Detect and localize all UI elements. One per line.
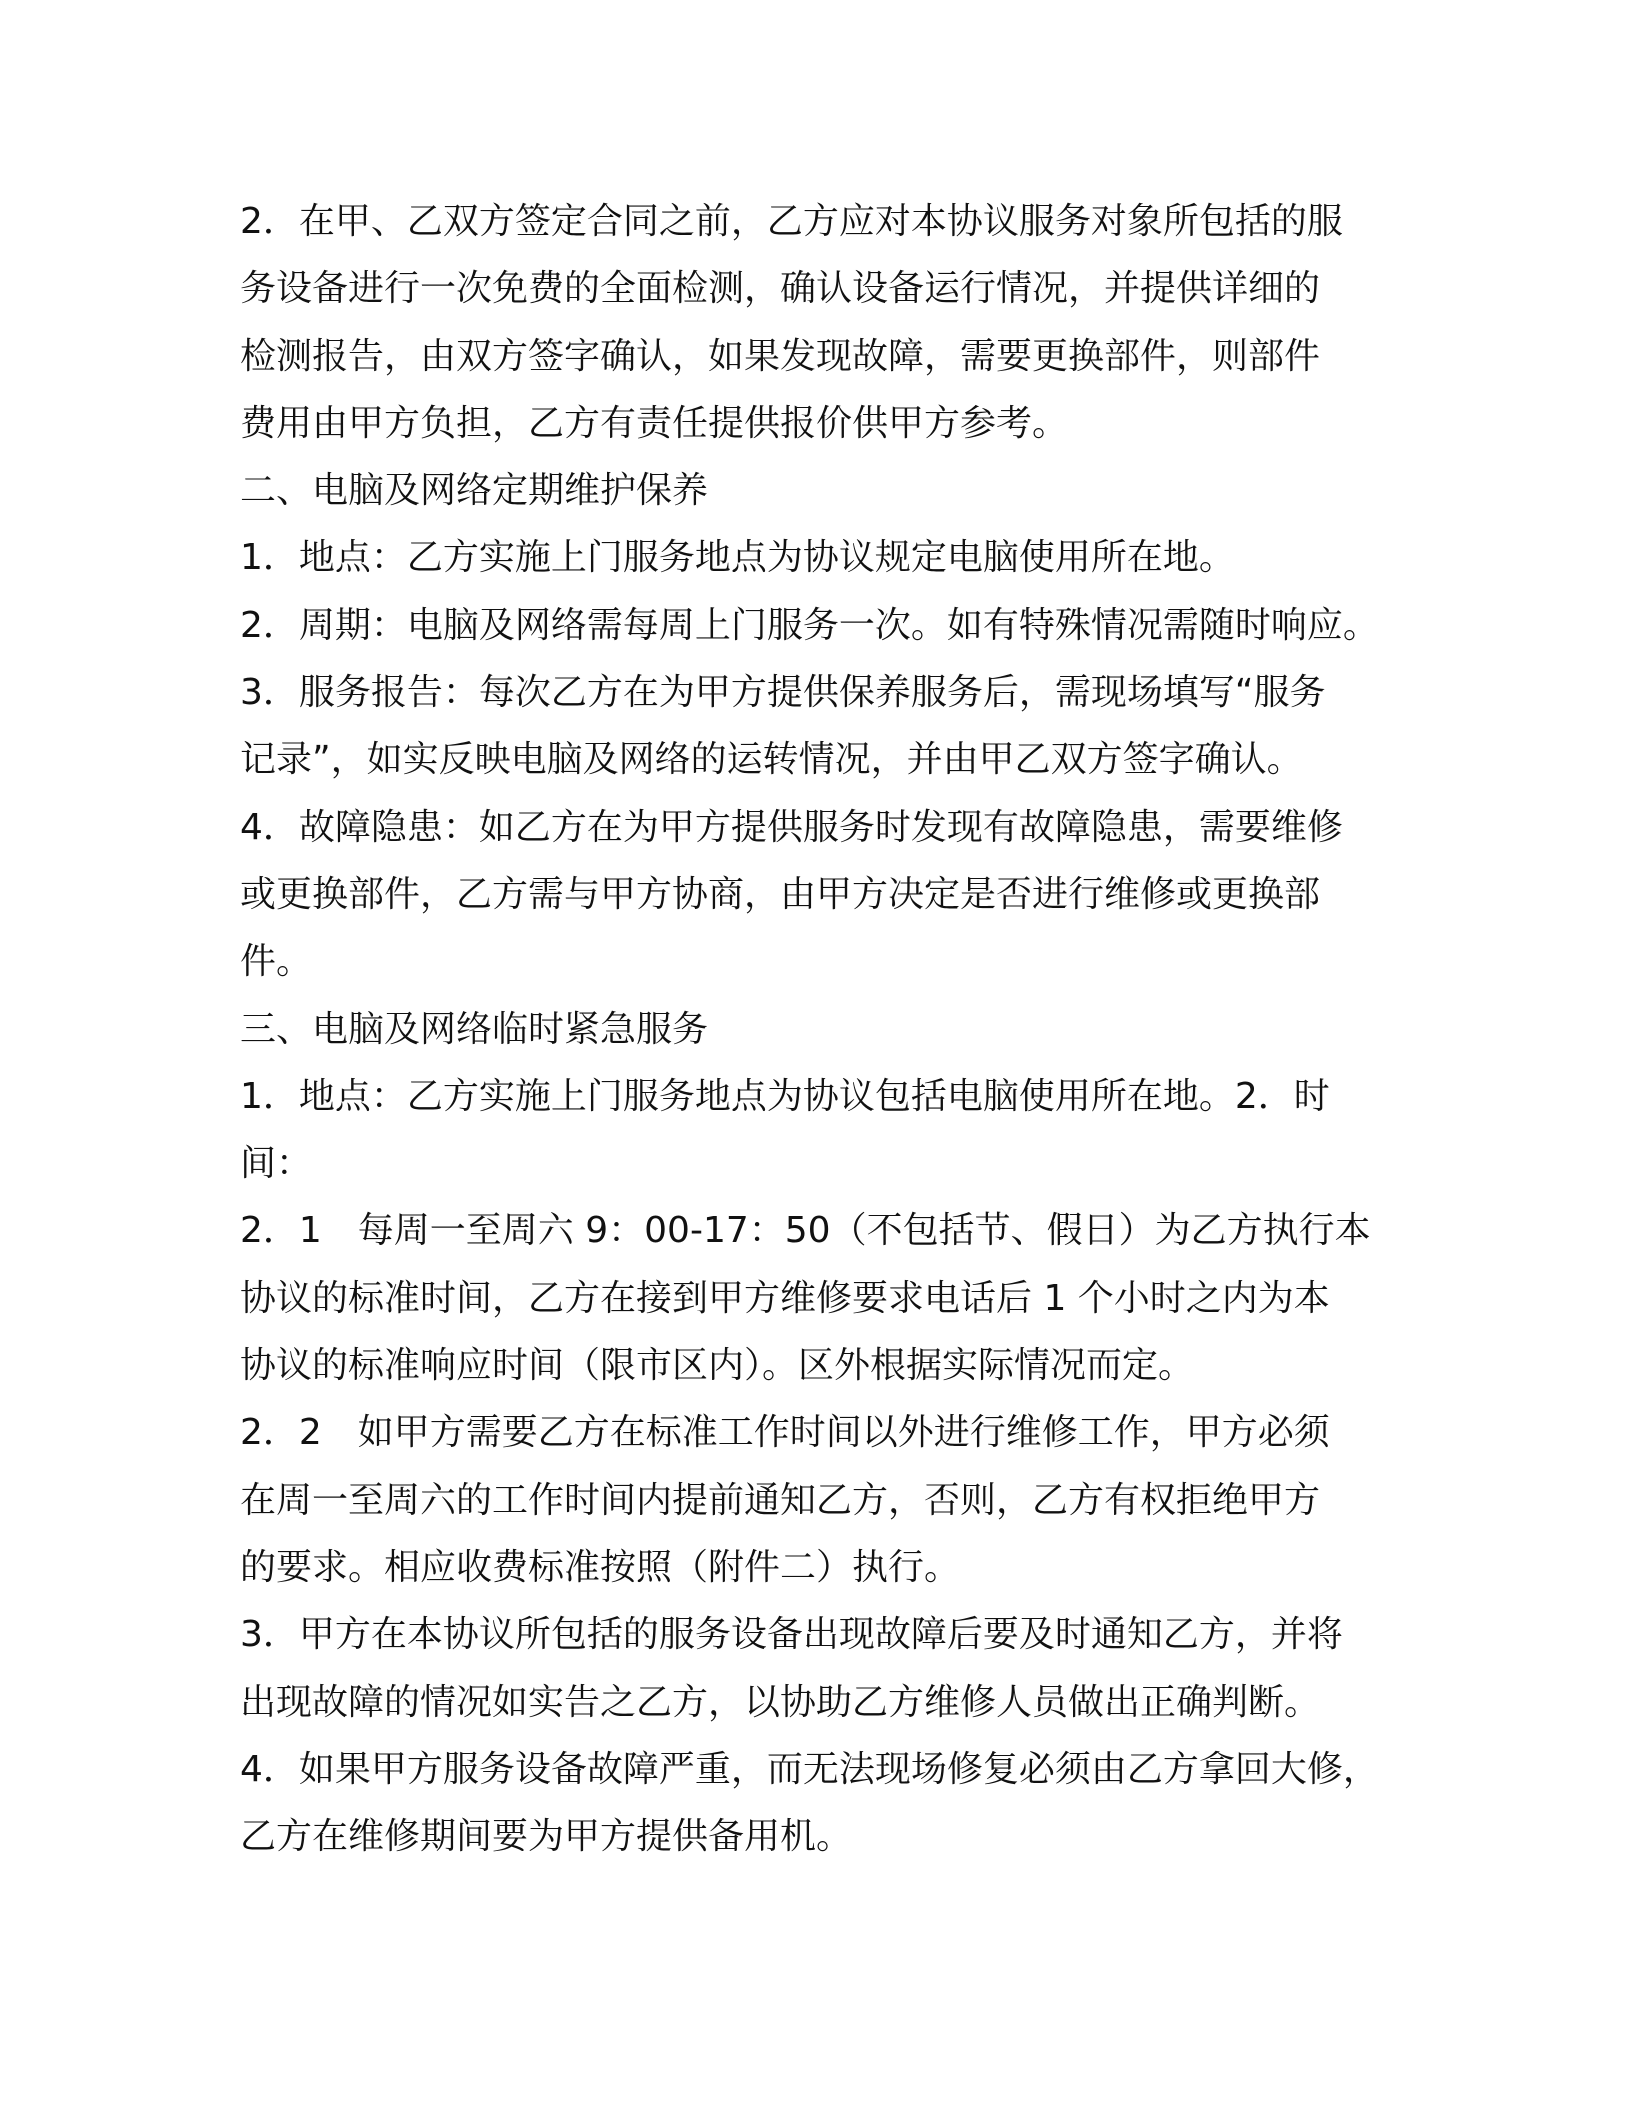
text-line: 在周一至周六的工作时间内提前通知乙方，否则，乙方有权拒绝甲方 <box>240 1479 1321 1521</box>
section-heading: 二、电脑及网络定期维护保养 <box>240 470 709 512</box>
text-line: 4．故障隐患：如乙方在为甲方提供服务时发现有故障隐患，需要维修 <box>240 806 1343 848</box>
text-line: 出现故障的情况如实告之乙方，以协助乙方维修人员做出正确判断。 <box>240 1681 1321 1723</box>
text-line: 3．服务报告：每次乙方在为甲方提供保养服务后，需现场填写“服务 <box>240 672 1326 714</box>
text-line: 记录”，如实反映电脑及网络的运转情况，并由甲乙双方签字确认。 <box>240 739 1303 781</box>
text-line: 费用由甲方负担，乙方有责任提供报价供甲方参考。 <box>240 402 1069 444</box>
text-line: 2．2 如甲方需要乙方在标准工作时间以外进行维修工作，甲方必须 <box>240 1412 1330 1454</box>
text-line: 务设备进行一次免费的全面检测，确认设备运行情况，并提供详细的 <box>240 268 1321 310</box>
text-line: 2．1 每周一至周六 9：00-17：50（不包括节、假日）为乙方执行本 <box>240 1210 1371 1252</box>
text-line: 4．如果甲方服务设备故障严重，而无法现场修复必须由乙方拿回大修， <box>240 1748 1379 1790</box>
document-body <box>240 188 1420 1870</box>
text-line: 的要求。相应收费标准按照（附件二）执行。 <box>240 1546 961 1588</box>
text-line: 或更换部件，乙方需与甲方协商，由甲方决定是否进行维修或更换部 <box>240 873 1321 915</box>
text-line: 协议的标准响应时间（限市区内）。区外根据实际情况而定。 <box>240 1345 1195 1387</box>
text-line: 3．甲方在本协议所包括的服务设备出现故障后要及时通知乙方，并将 <box>240 1614 1343 1656</box>
text-line: 2．在甲、乙双方签定合同之前，乙方应对本协议服务对象所包括的服 <box>240 201 1343 242</box>
text-line: 检测报告，由双方签字确认，如果发现故障，需要更换部件，则部件 <box>240 335 1321 377</box>
text-line: 件。 <box>240 941 313 983</box>
text-line: 乙方在维修期间要为甲方提供备用机。 <box>240 1816 853 1858</box>
text-line: 间： <box>240 1143 313 1185</box>
text-line: 协议的标准时间，乙方在接到甲方维修要求电话后 1 个小时之内为本 <box>240 1277 1330 1319</box>
text-line: 2．周期：电脑及网络需每周上门服务一次。如有特殊情况需随时响应。 <box>240 604 1379 646</box>
text-line: 1．地点：乙方实施上门服务地点为协议包括电脑使用所在地。2．时 <box>240 1075 1330 1117</box>
section-heading: 三、电脑及网络临时紧急服务 <box>240 1008 709 1050</box>
text-line: 1．地点：乙方实施上门服务地点为协议规定电脑使用所在地。 <box>240 537 1235 579</box>
